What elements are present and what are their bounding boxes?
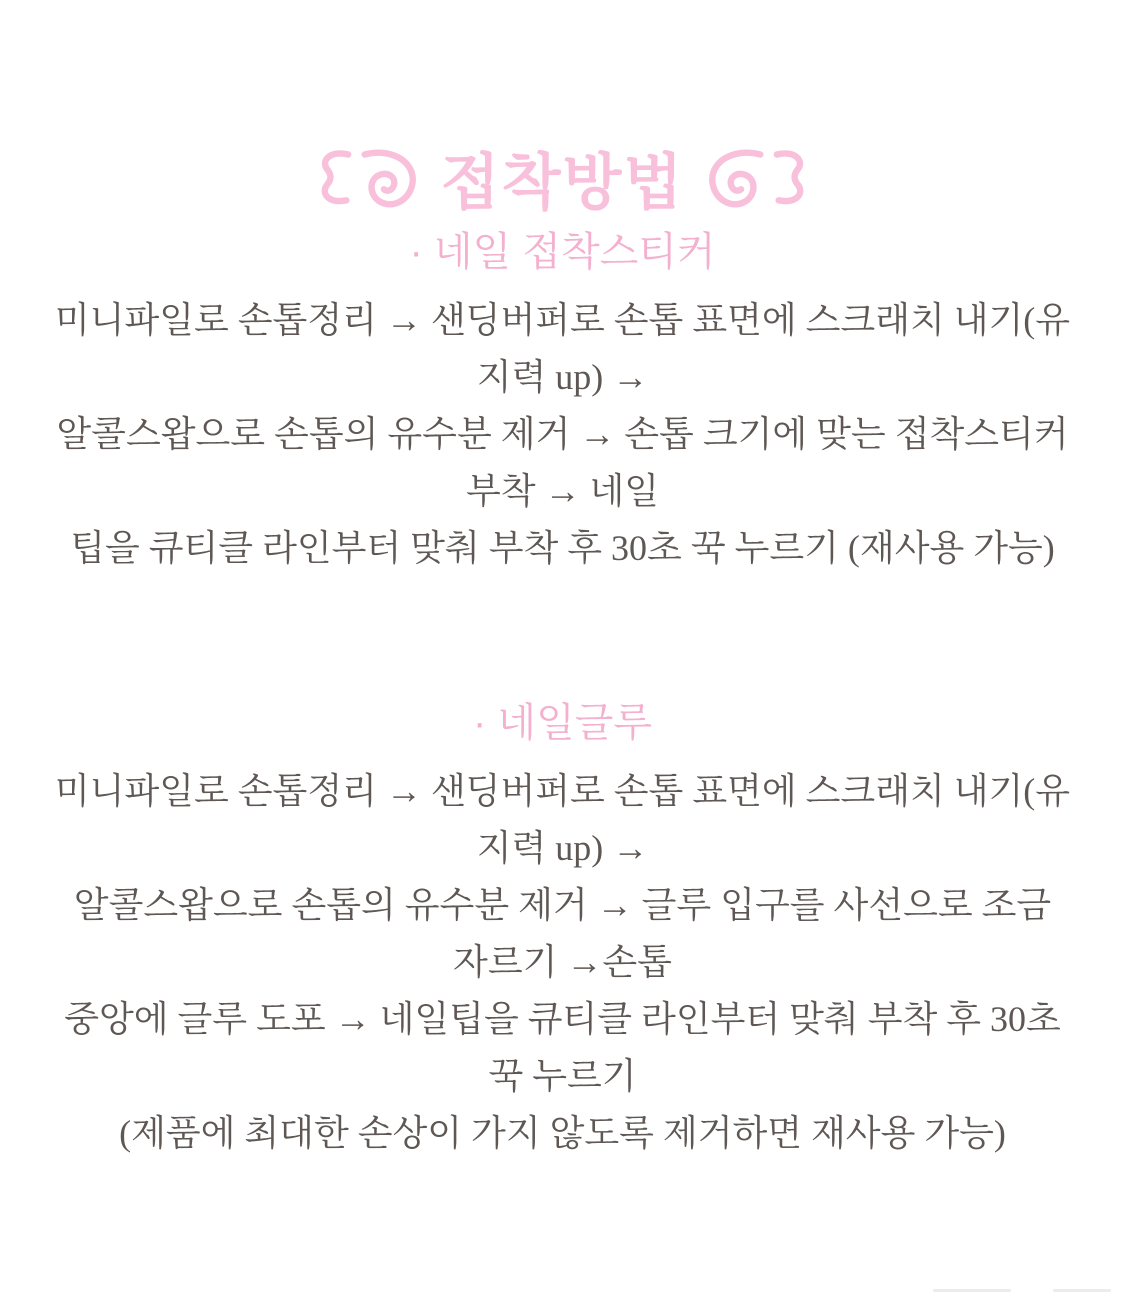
instructions-nail-glue: [0, 763, 1125, 1162]
flourish-right-icon: [698, 143, 808, 221]
section-nail-sticker: [0, 226, 1125, 577]
text-line: 지력 up) →: [476, 357, 649, 397]
title-row: [0, 0, 1125, 224]
text-line: 알콜스왑으로 손톱의 유수분 제거 → 글루 입구를 사선으로 조금: [73, 885, 1052, 925]
section-heading-nail-sticker: · 네일 접착스티커: [409, 230, 716, 274]
flourish-left-icon: [317, 143, 427, 221]
faint-artifact: [1053, 1289, 1111, 1292]
text-line: 팁을 큐티클 라인부터 맞춰 부착 후 30초 꾹 누르기 (재사용 가능): [70, 528, 1055, 568]
text-line: 지력 up) →: [476, 828, 649, 868]
text-line: 중앙에 글루 도포 → 네일팁을 큐티클 라인부터 맞춰 부착 후 30초: [64, 999, 1061, 1039]
section-nail-glue: [0, 697, 1125, 1162]
text-line: 꾹 누르기: [488, 1056, 637, 1096]
text-line: (제품에 최대한 손상이 가지 않도록 제거하면 재사용 가능): [119, 1113, 1006, 1153]
page-title: 접착방법: [440, 148, 685, 216]
text-line: 미니파일로 손톱정리 → 샌딩버퍼로 손톱 표면에 스크래치 내기(유: [54, 300, 1071, 340]
text-line: 부착 → 네일: [465, 471, 660, 511]
instructions-nail-sticker: [0, 292, 1125, 577]
text-line: 알콜스왑으로 손톱의 유수분 제거 → 손톱 크기에 맞는 접착스티커: [56, 414, 1069, 454]
faint-artifact: [933, 1289, 1011, 1292]
section-heading-nail-glue: · 네일글루: [473, 701, 652, 745]
text-line: 자르기 →손톱: [453, 942, 672, 982]
text-line: 미니파일로 손톱정리 → 샌딩버퍼로 손톱 표면에 스크래치 내기(유: [54, 771, 1071, 811]
